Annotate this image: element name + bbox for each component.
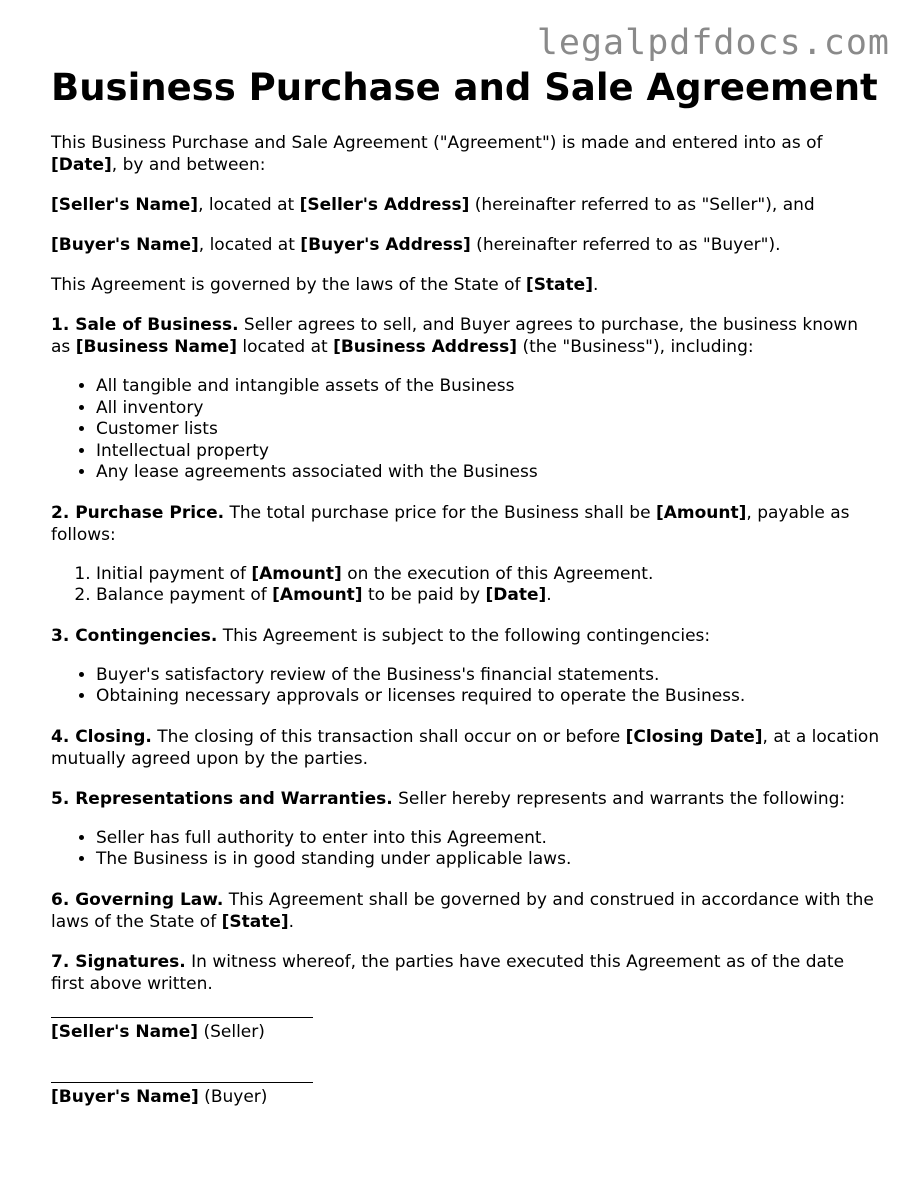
buyer-text-1: , located at	[198, 235, 301, 255]
item-text: .	[546, 585, 552, 605]
buyer-address-placeholder: [Buyer's Address]	[300, 235, 471, 255]
section-2-text-1: The total purchase price for the Business shall be	[224, 502, 656, 523]
list-item: • Buyer's satisfactory review of the Business's financial statements.	[96, 665, 881, 687]
business-address-placeholder: [Business Address]	[333, 337, 518, 357]
signature-area	[51, 1017, 881, 1108]
seller-text-2: (hereinafter referred to as "Seller"), and	[469, 195, 815, 215]
section-2-paragraph	[51, 502, 881, 546]
list-item: • Intellectual property	[96, 441, 881, 463]
business-name-placeholder: [Business Name]	[75, 337, 237, 357]
intro-date-placeholder: [Date]	[51, 155, 112, 175]
item-text: Initial payment of	[96, 563, 252, 584]
seller-address-placeholder: [Seller's Address]	[299, 195, 470, 215]
list-item	[96, 585, 881, 607]
buyer-role: (Buyer)	[198, 1086, 268, 1107]
buyer-name-placeholder: [Buyer's Name]	[51, 1086, 199, 1107]
list-item: • Customer lists	[96, 419, 881, 441]
date-placeholder: [Date]	[485, 585, 547, 605]
buyer-name-placeholder: [Buyer's Name]	[51, 235, 199, 255]
buyer-text-2: (hereinafter referred to as "Buyer").	[470, 235, 781, 255]
buyer-signature-label	[51, 1086, 881, 1108]
section-3-text-1: This Agreement is subject to the following contingencies:	[217, 625, 711, 646]
governed-paragraph	[51, 274, 881, 296]
buyer-signature-line	[51, 1082, 313, 1083]
section-4-text-2: , at a location mutually agreed upon by the parties.	[51, 726, 880, 769]
buyer-paragraph	[51, 234, 881, 256]
section-4-paragraph	[51, 726, 881, 770]
section-6-text-1: This Agreement shall be governed by and construed in accordance with the laws of the State of	[51, 889, 874, 932]
section-3-heading: 3. Contingencies.	[51, 625, 218, 646]
list-item: • The Business is in good standing under applicable laws.	[96, 849, 881, 871]
section-4-heading: 4. Closing.	[51, 726, 152, 747]
governed-text-2: .	[592, 275, 599, 295]
item-text: to be paid by	[362, 585, 486, 605]
section-5-list	[51, 828, 881, 871]
section-1-text-1: Seller agrees to sell, and Buyer agrees to purchase, the business known as	[51, 315, 859, 357]
item-text: Balance payment of	[96, 585, 273, 605]
seller-paragraph	[51, 194, 881, 216]
item-text: on the execution of this Agreement.	[341, 563, 654, 584]
section-1-paragraph	[51, 314, 881, 358]
section-3-list	[51, 665, 881, 708]
section-7-text-1: In witness whereof, the parties have executed this Agreement as of the date first above written.	[51, 951, 845, 994]
seller-role: (Seller)	[198, 1021, 265, 1042]
section-6-text-2: .	[288, 911, 295, 932]
governed-text-1: This Agreement is governed by the laws of the State of	[51, 275, 526, 295]
section-6-paragraph	[51, 889, 881, 933]
section-5-text-1: Seller hereby represents and warrants the following:	[392, 788, 846, 809]
list-item: • Obtaining necessary approvals or licenses required to operate the Business.	[96, 686, 881, 708]
seller-signature-block	[51, 1017, 881, 1043]
amount-placeholder: [Amount]	[251, 563, 342, 584]
buyer-signature-block	[51, 1082, 881, 1108]
list-item: • Seller has full authority to enter into this Agreement.	[96, 828, 881, 850]
section-1-text-3: (the "Business"), including:	[517, 337, 754, 357]
section-5-paragraph	[51, 788, 881, 810]
section-3-paragraph	[51, 625, 881, 647]
amount-placeholder: [Amount]	[655, 502, 747, 523]
section-7-heading: 7. Signatures.	[51, 951, 186, 972]
section-5-heading: 5. Representations and Warranties.	[51, 788, 393, 809]
seller-signature-label	[51, 1021, 881, 1043]
closing-date-placeholder: [Closing Date]	[625, 726, 763, 747]
list-item: • Any lease agreements associated with the Business	[96, 462, 881, 484]
seller-text-1: , located at	[198, 195, 300, 215]
section-2-text-2: , payable as follows:	[51, 502, 850, 545]
list-item: • All tangible and intangible assets of the Business	[96, 376, 881, 398]
intro-paragraph	[51, 132, 881, 176]
list-item: • All inventory	[96, 398, 881, 420]
state-placeholder: [State]	[221, 911, 289, 932]
section-1-text-2: located at	[236, 337, 334, 357]
intro-text-1: This Business Purchase and Sale Agreement ("Agreement") is made and entered into as of	[51, 133, 823, 153]
list-item	[96, 564, 881, 586]
seller-name-placeholder: [Seller's Name]	[51, 1021, 199, 1042]
section-2-list	[51, 564, 881, 607]
document-body	[51, 66, 881, 1147]
section-2-heading: 2. Purchase Price.	[51, 502, 225, 523]
section-1-list	[51, 376, 881, 484]
intro-text-2: , by and between:	[111, 155, 266, 175]
section-1-heading: 1. Sale of Business.	[51, 315, 239, 335]
amount-placeholder: [Amount]	[272, 585, 363, 605]
section-4-text-1: The closing of this transaction shall occur on or before	[151, 726, 626, 747]
seller-name-placeholder: [Seller's Name]	[51, 195, 199, 215]
governed-state-placeholder: [State]	[525, 275, 593, 295]
seller-signature-line	[51, 1017, 313, 1018]
watermark-logo: legalpdfdocs.com	[536, 23, 890, 63]
document-title: Business Purchase and Sale Agreement	[51, 66, 878, 109]
section-6-heading: 6. Governing Law.	[51, 889, 224, 910]
section-7-paragraph	[51, 951, 881, 995]
